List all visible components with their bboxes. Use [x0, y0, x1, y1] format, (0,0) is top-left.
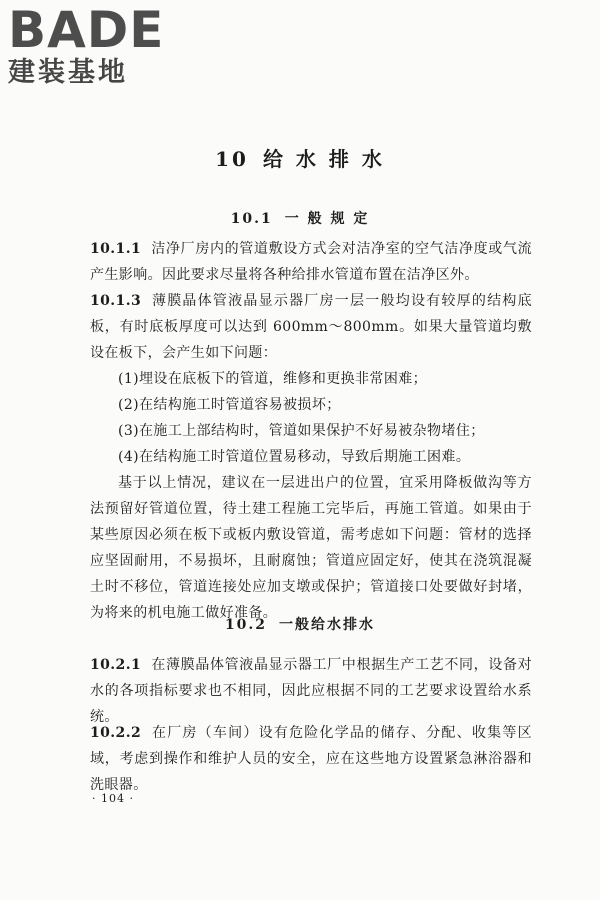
clause-text: 在厂房（车间）设有危险化学品的储存、分配、收集等区域，考虑到操作和维护人员的安全，应在这些地方设置紧急淋浴器和洗眼器。	[90, 725, 532, 793]
clause-number: 10.1.1	[90, 241, 142, 257]
clause-10-2-1	[90, 652, 532, 730]
clause-10-1-1	[90, 236, 532, 288]
section-name: 一般给水排水	[279, 617, 376, 633]
clause-10-2-2	[90, 720, 532, 798]
clause-10-1-3	[90, 288, 532, 366]
clause-text: 洁净厂房内的管道敷设方式会对洁净室的空气洁净度或气流产生影响。因此要求尽量将各种给排水管道布置在洁净区外。	[90, 241, 532, 283]
logo-subtitle: 建装基地	[8, 57, 128, 88]
list-item: (3)在施工上部结构时，管道如果保护不好易被杂物堵住；	[118, 423, 485, 439]
chapter-number: 10	[215, 147, 249, 171]
clause-number: 10.2.2	[90, 725, 142, 741]
clause-text: 在薄膜晶体管液晶显示器工厂中根据生产工艺不同，设备对水的各项指标要求也不相同，因此应根据不同的工艺要求设置给水系统。	[90, 657, 532, 725]
clause-number: 10.2.1	[90, 657, 142, 673]
section-title-10-1	[0, 208, 600, 228]
clause-number: 10.1.3	[90, 293, 142, 309]
section-name: 一 般 规 定	[284, 211, 370, 227]
closing-paragraph: 基于以上情况，建议在一层进出户的位置，宜采用降板做沟等方法预留好管道位置，待土建工程施工完毕后，再施工管道。如果由于某些原因必须在板下或板内敷设管道，需考虑如下问题：管材的选择应坚固耐用，不易损坏，且耐腐蚀；管道应固定好，使其在浇筑混凝土时不移位，管道连接处应加支墩或保护；管道接口处要做好封堵，为将来的机电施工做好准备。	[90, 475, 532, 621]
section-title-10-2	[0, 614, 600, 634]
bade-logo	[8, 1, 165, 88]
chapter-name: 给 水 排 水	[262, 147, 385, 171]
page-number: · 104 ·	[92, 792, 134, 805]
list-item: (1)埋设在底板下的管道，维修和更换非常困难；	[118, 371, 428, 387]
section-number: 10.1	[230, 211, 273, 227]
clause-text: 薄膜晶体管液晶显示器厂房一层一般均设有较厚的结构底板，有时底板厚度可以达到 600mm～800mm。如果大量管道均敷设在板下，会产生如下问题：	[90, 293, 532, 361]
list-item: (4)在结构施工时管道位置易移动，导致后期施工困难。	[118, 449, 471, 465]
section-number: 10.2	[224, 617, 268, 633]
list-item: (2)在结构施工时管道容易被损坏；	[118, 397, 341, 413]
logo-mark: BADE	[8, 1, 165, 59]
chapter-title	[0, 143, 600, 172]
